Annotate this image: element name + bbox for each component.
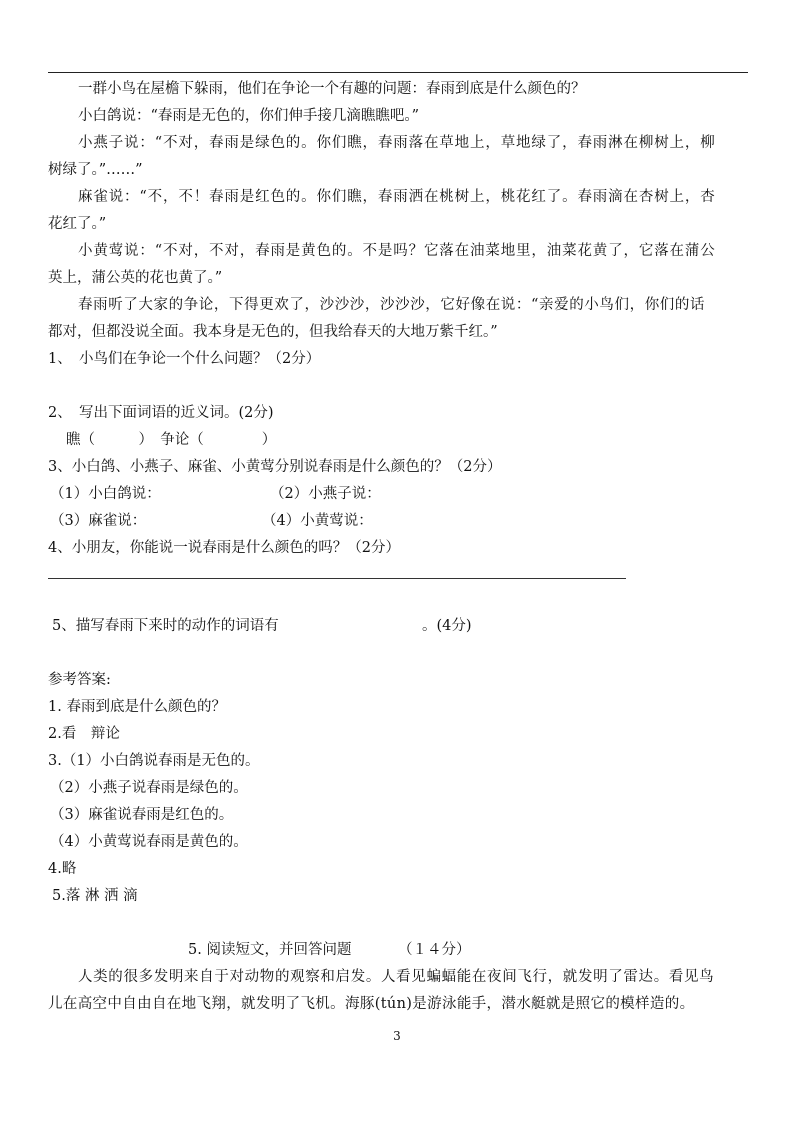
answer-item: 2.看 辩论 [48,726,120,742]
question-3-item: （4）小黄莺说： [262,513,373,529]
passage-line: 小白鸽说：“春雨是无色的，你们伸手接几滴瞧瞧吧。” [78,108,420,124]
passage-line: 小黄莺说：“不对，不对，春雨是黄色的。不是吗？它落在油菜地里，油菜花黄了，它落在蒲公 [78,243,716,259]
answers-heading: 参考答案: [48,672,111,688]
section-title: 5. 阅读短文，并回答问题 [188,942,352,958]
answer-item: 3.（1）小白鸽说春雨是无色的。 [48,753,260,769]
question-5: 5、描写春雨下来时的动作的词语有 [52,618,279,634]
answer-item: 5.落 淋 洒 滴 [52,888,138,904]
answer-item: （3）麻雀说春雨是红色的。 [50,807,234,823]
answer-item: 1. 春雨到底是什么颜色的？ [48,699,226,715]
question-5-points: 。(4分) [422,618,472,634]
top-rule [48,72,748,73]
passage-line: 英上，蒲公英的花也黄了。” [48,270,223,286]
passage-line: 花红了。” [48,216,107,232]
section-points: （１４分） [398,942,471,958]
question-4: 4、小朋友，你能说一说春雨是什么颜色的吗？（2分） [48,540,400,556]
passage-line: 小燕子说：“不对，春雨是绿色的。你们瞧，春雨落在草地上，草地绿了，春雨淋在柳树上，柳 [78,135,716,151]
passage-line: 一群小鸟在屋檐下躲雨，他们在争论一个有趣的问题：春雨到底是什么颜色的？ [78,81,586,97]
question-3-item: （2）小燕子说： [270,486,381,502]
question-1: 1、 小鸟们在争论一个什么问题？（2分） [48,351,321,367]
answer-item: 4.略 [48,861,77,877]
passage-line: 麻雀说：“不，不！春雨是红色的。你们瞧，春雨洒在桃树上，桃花红了。春雨滴在杏树上，杏 [78,189,716,205]
passage-line: 春雨听了大家的争论，下得更欢了，沙沙沙，沙沙沙，它好像在说：“亲爱的小鸟们，你们的话 [78,297,706,313]
question-3-item: （1）小白鸽说： [50,486,161,502]
answer-line [48,578,626,579]
question-2: 2、 写出下面词语的近义词。(2分) [48,405,274,421]
section-text-line: 人类的很多发明来自于对动物的观察和启发。人看见蝙蝠能在夜间飞行，就发明了雷达。看见鸟 [78,969,715,985]
passage-line: 都对，但都没说全面。我本身是无色的，但我给春天的大地万紫千红。” [48,324,498,340]
answer-item: （2）小燕子说春雨是绿色的。 [50,780,248,796]
section-text-line: 儿在高空中自由自在地飞翔，就发明了飞机。海豚(tún)是游泳能手，潜水艇就是照它的模样造的。 [48,996,695,1012]
answer-item: （4）小黄莺说春雨是黄色的。 [50,834,248,850]
page-number: 3 [393,1029,401,1043]
question-3-item: （3）麻雀说： [50,513,147,529]
passage-line: 树绿了。”……” [48,162,143,178]
question-3: 3、小白鸽、小燕子、麻雀、小黄莺分别说春雨是什么颜色的？（2分） [48,459,502,475]
question-2-words: 瞧（ ） 争论（ ） [66,432,277,448]
